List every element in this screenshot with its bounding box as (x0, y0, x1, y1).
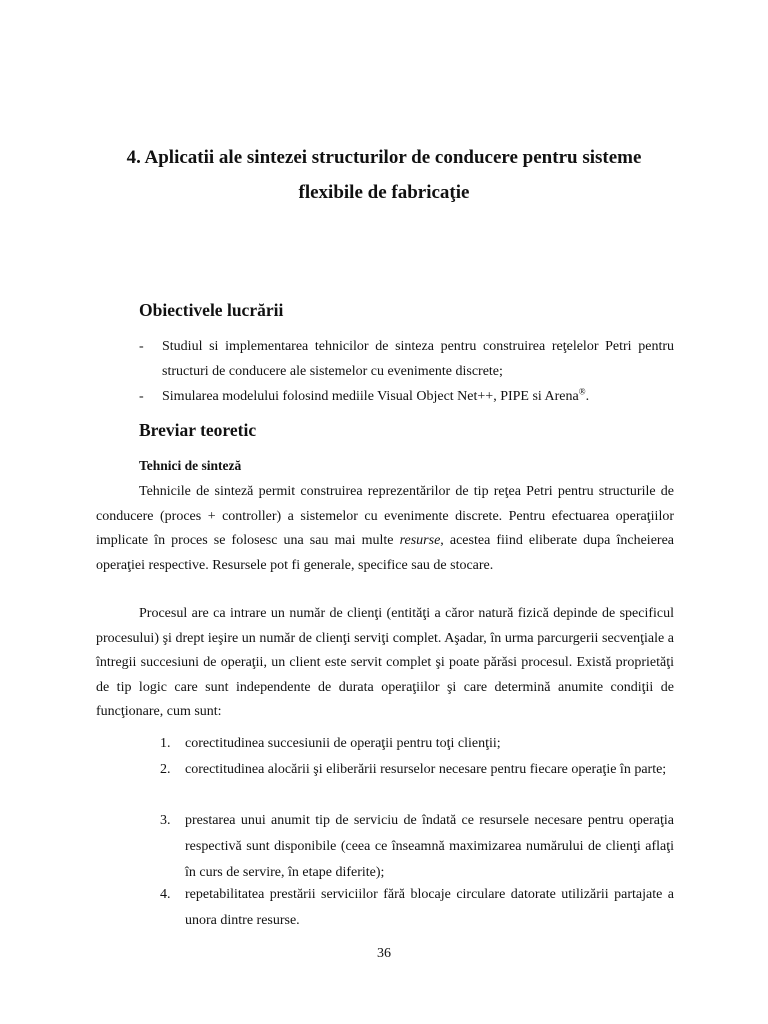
list-item-3 (160, 808, 674, 886)
paragraph-text: Tehnicile de sinteză permit construirea reprezentărilor de tip reţea Petri pentru structurile de conducere (proces + controller) a sistemelor cu evenimente discrete. Pentru efectuarea operaţiilor implicate în proces se folosesc una sau mai multe (96, 484, 674, 548)
bullet-dash: - (139, 339, 144, 354)
emphasis-resurse: resurse (399, 533, 441, 548)
theory-heading: Breviar teoretic (139, 420, 257, 440)
chapter-title: 4. Aplicatii ale sintezei structurilor de conducere pentru sisteme flexibile de fabricaţie (126, 147, 642, 203)
objectives-heading: Obiectivele lucrării (139, 300, 284, 320)
synthesis-subheading: Tehnici de sinteză (139, 458, 242, 473)
objective-item-text: Studiul si implementarea tehnicilor de sinteza pentru construirea reţelelor Petri pentru structuri de conducere ale sistemelor cu evenimente discrete; (162, 339, 674, 379)
list-number: 1. (160, 736, 171, 751)
objective-item-2 (139, 384, 674, 409)
list-number: 4. (160, 887, 171, 902)
list-text: repetabilitatea prestării serviciilor fără blocaje circulare datorate utilizării partajate a unora dintre resurse. (185, 887, 674, 928)
list-number: 2. (160, 762, 171, 777)
paragraph-synthesis (96, 480, 674, 578)
list-text: corectitudinea alocării şi eliberării resurselor necesare pentru fiecare operaţie în parte; (185, 762, 667, 777)
list-item-4 (160, 882, 674, 934)
paragraph-text: , acestea fiind eliberate dupa încheierea operaţiei respective. Resursele pot fi generale, specifice sau de stocare. (96, 533, 674, 573)
objective-item-1 (139, 334, 674, 384)
paragraph-process: Procesul are ca intrare un număr de clienţi (entităţi a căror natură fizică depinde de specificul procesului) şi drept ieşire un număr de clienţi serviţi complet. Aşadar, în urma parcurgerii secvenţiale a întregii succesiuni de operaţii, un client este servit complet şi poate părăsi procesul. Există proprietăţi de tip logic care sunt independente de durata operaţiilor şi care determină anumite condiţii de funcţionare, cum sunt: (96, 606, 674, 719)
objective-item-end: . (585, 389, 590, 404)
objective-item-text-wrap (162, 384, 674, 409)
list-text: corectitudinea succesiunii de operaţii pentru toţi clienţii; (185, 736, 501, 751)
list-item-2 (160, 757, 674, 783)
list-number: 3. (160, 813, 171, 828)
objective-item-text: Simularea modelului folosind mediile Visual Object Net++, PIPE si Arena (162, 389, 579, 404)
list-text: prestarea unui anumit tip de serviciu de îndată ce resursele necesare pentru operaţia respectivă sunt disponibile (ceea ce înseamnă maximizarea numărului de clienţi aflaţi în curs de servire, în etape diferite); (185, 813, 674, 880)
list-item-1 (160, 731, 674, 757)
bullet-dash: - (139, 389, 144, 404)
registered-mark: ® (578, 386, 586, 397)
page-number: 36 (377, 946, 391, 961)
